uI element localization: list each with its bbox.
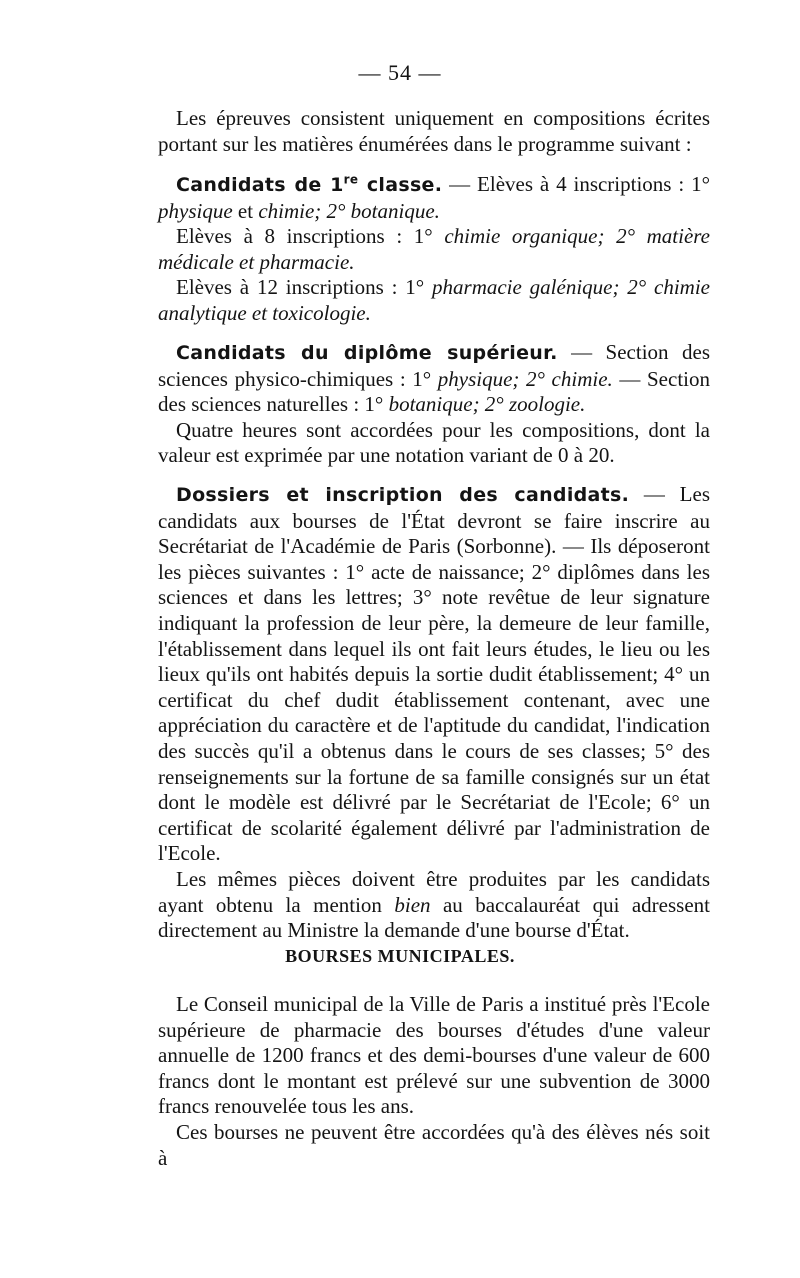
candidats-1re-lead: — Elèves à 4 inscriptions : 1° [442,172,710,196]
eleves-8-lead: Elèves à 8 inscriptions : 1° [176,224,445,249]
section-dossiers [158,482,710,944]
eleves-12-subjects: pharmacie galénique; 2° chimie analytique et toxicologie. [158,275,710,325]
candidats-sup-text-2: — Section des sciences naturelles : 1° [158,366,710,417]
eleves-12-lead: Elèves à 12 inscriptions : 1° [176,275,433,300]
candidats-1re-subject-chimie: chimie; 2° botanique. [258,198,440,223]
intro-paragraph [158,106,710,157]
memes-pieces-mention: bien [394,892,431,917]
candidats-1re-heading-text: Candidats de 1 [176,174,344,196]
dossiers-heading: Dossiers et inscription des candidats. [176,484,630,506]
eleves-8-paragraph [158,224,710,275]
quatre-heures-paragraph: Quatre heures sont accordées pour les compositions, dont la valeur est exprimée par une notation variant de 0 à 20. [158,417,710,468]
candidats-sup-paragraph [158,340,710,418]
dossiers-paragraph [158,482,710,867]
candidats-1re-heading-sup: re [343,172,359,187]
eleves-12-paragraph [158,275,710,326]
eleves-8-subjects: chimie organique; 2° matière médicale et pharmacie. [158,224,710,274]
memes-pieces-post: au baccalauréat qui adressent directement au Ministre la demande d'une bourse d'État. [158,892,710,943]
dossiers-body: — Les candidats aux bourses de l'État devront se faire inscrire au Secrétariat de l'Académie de Paris (Sorbonne). — Ils déposeront les pièces suivantes : 1° acte de naissance; 2° diplômes dans les sciences et dans les lettres; 3° note revêtue de leur signature indiquant la profession de leur père, la demeure de leur famille, l'établissement dans lequel ils ont fait leurs études, le lieu ou les lieux qu'ils ont habités depuis la sortie dudit établissement; 4° un certificat du chef dudit établissement contenant, avec une appréciation du caractère et de l'aptitude du candidat, l'indication des succès qu'il a obtenus dans le cours de ses classes; 5° des renseignements sur la fortune de sa famille consignés sur un état dont le modèle est délivré par le Secrétariat de l'Ecole; 6° un certificat de scolarité également délivré par l'administration de l'Ecole. [158,482,710,866]
candidats-1re-paragraph [158,172,710,224]
intro-text: Les épreuves consistent uniquement en compositions écrites portant sur les matières énumérées dans le programme suivant : [158,106,710,156]
candidats-sup-text-1: — Section des sciences physico-chimiques : 1° [158,340,710,391]
memes-pieces-pre: Les mêmes pièces doivent être produites par les candidats ayant obtenu la mention [158,866,710,917]
candidats-1re-heading-end: classe. [358,174,443,196]
section-bourses-municipales [158,992,710,1171]
bourses-paragraph-1: Le Conseil municipal de la Ville de Paris a institué près l'Ecole supérieure de pharmacie des bourses d'études d'une valeur annuelle de 1200 francs et des demi-bourses d'une valeur de 600 francs dont le montant est prélevé sur une subvention de 3000 francs renouvelée tous les ans. [158,992,710,1119]
memes-pieces-paragraph [158,867,710,944]
bourses-municipales-title: BOURSES MUNICIPALES. [285,946,515,966]
page-number: — 54 — [358,60,442,85]
candidats-1re-heading [176,174,442,196]
bourses-paragraph-2: Ces bourses ne peuvent être accordées qu'à des élèves nés soit à [158,1119,710,1170]
section-candidats-sup [158,340,710,469]
candidats-sup-subjects-1: physique; 2° chimie. [437,366,613,391]
section-candidats-1re [158,172,710,327]
candidats-sup-heading: Candidats du diplôme supérieur. [176,342,558,364]
candidats-1re-subject-physique: physique [158,198,233,223]
candidats-sup-subjects-2: botanique; 2° zoologie. [388,392,586,417]
candidats-1re-and: et [232,198,259,223]
